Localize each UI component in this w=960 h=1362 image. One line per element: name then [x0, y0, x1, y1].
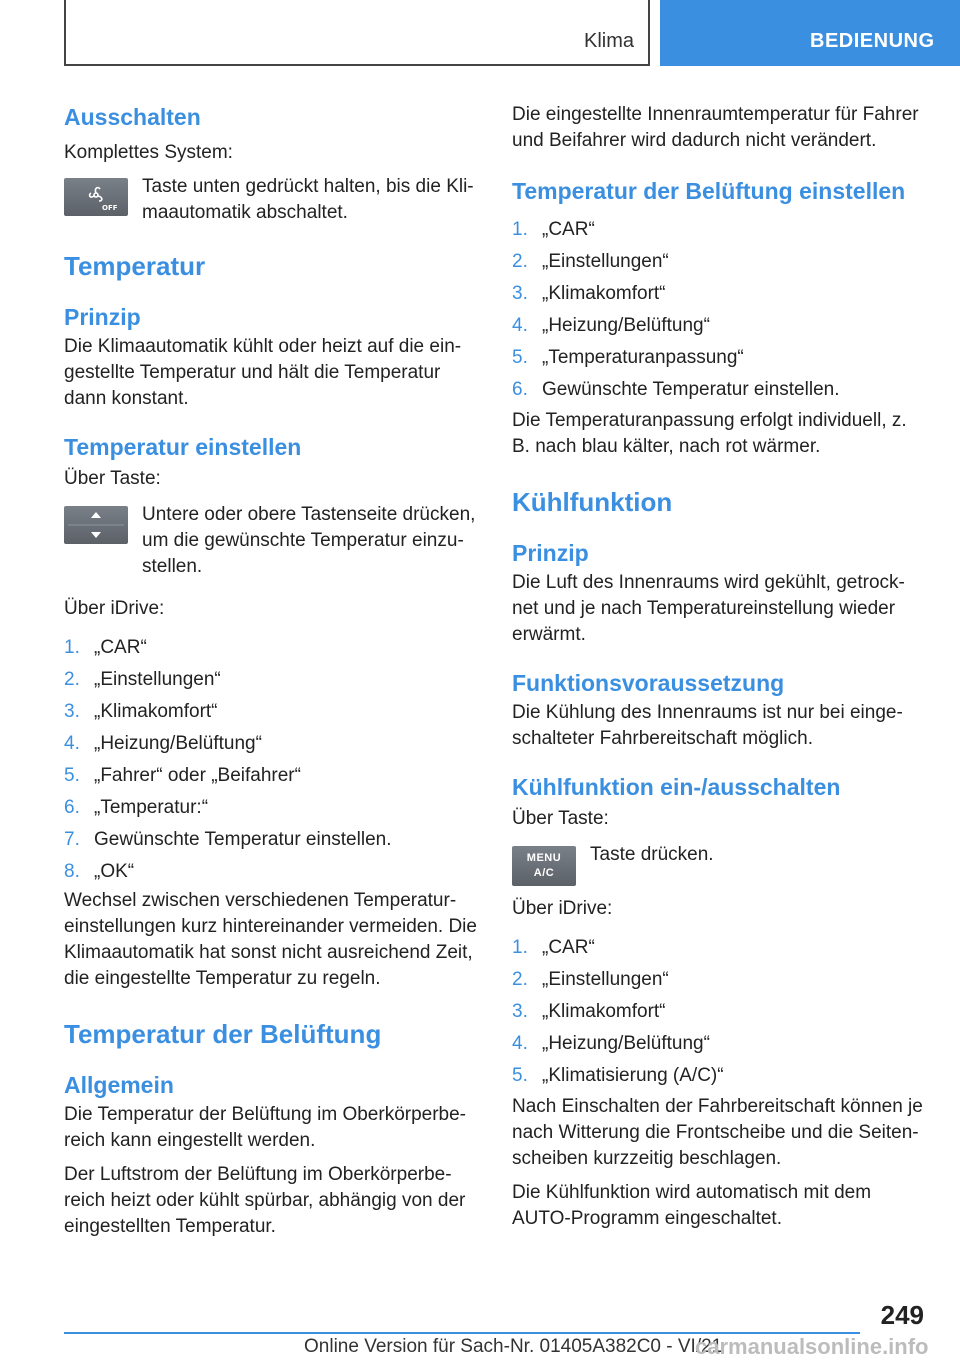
step-text: „Heizung/Belüftung“ [94, 733, 262, 754]
heading-temperatur-einstellen: Temperatur einstellen [64, 434, 302, 460]
step-number: 4. [64, 733, 80, 754]
step-text: „Klimakomfort“ [542, 1001, 666, 1022]
kuehl-steps-list [512, 932, 928, 1092]
step-number: 5. [512, 1065, 528, 1086]
list-item [64, 856, 480, 888]
footer-online-version: Online Version für Sach-Nr. 01405A382C0 - VI/21 [304, 1336, 723, 1357]
step-text: „CAR“ [542, 219, 595, 240]
list-item [64, 760, 480, 792]
step-number: 2. [512, 251, 528, 272]
menu-ac-button-icon [512, 846, 576, 886]
step-number: 8. [64, 861, 80, 882]
list-item [512, 310, 928, 342]
list-item [64, 632, 480, 664]
text-kuehl-p2: Die Kühlfunktion wird automatisch mit dem AUTO-Programm eingeschaltet. [512, 1182, 872, 1229]
list-item [64, 792, 480, 824]
step-number: 1. [512, 219, 528, 240]
menu-ac-button-row [512, 842, 928, 894]
chapter-title: Klima [583, 30, 634, 52]
step-text: „Klimakomfort“ [542, 283, 666, 304]
section-title: BEDIENUNG [810, 30, 935, 52]
step-text: „CAR“ [542, 937, 595, 958]
step-number: 4. [512, 1033, 528, 1054]
fan-off-icon [64, 178, 128, 216]
list-item [64, 664, 480, 696]
watermark: carmanualsonline.info [695, 1334, 929, 1359]
step-text: „Fahrer“ oder „Beifahrer“ [94, 765, 301, 786]
step-number: 6. [512, 379, 528, 400]
heading-kuehl-ein-aus: Kühlfunktion ein-/ausschalten [512, 774, 841, 800]
text-taste-druecken: Taste drücken. [590, 844, 714, 865]
temp-button-row [64, 502, 480, 580]
heading-kuehlfunktion: Kühlfunktion [512, 487, 673, 517]
text-continued: Die eingestellte Innenraumtemperatur für Fahrer und Beifahrer wird dadurch nicht verändert. [512, 104, 919, 151]
heading-funktionsvoraussetzung: Funktionsvoraussetzung [512, 670, 785, 696]
step-number: 7. [64, 829, 80, 850]
list-item [512, 214, 928, 246]
list-item [512, 374, 928, 406]
text-kuehl-ueber-idrive: Über iDrive: [512, 898, 613, 919]
heading-temperatur: Temperatur [64, 251, 206, 281]
step-text: „Klimatisierung (A/C)“ [542, 1065, 724, 1086]
up-down-arrows-icon [64, 506, 128, 544]
step-text: Gewünschte Temperatur einstellen. [94, 829, 392, 850]
step-text: „OK“ [94, 861, 135, 882]
step-text: „Klimakomfort“ [94, 701, 218, 722]
off-label: OFF [102, 204, 118, 212]
ac-label: A/C [533, 867, 555, 879]
step-number: 3. [64, 701, 80, 722]
step-text: „Temperatur:“ [94, 797, 209, 818]
step-text: „Temperaturanpassung“ [542, 347, 744, 368]
section-tab[interactable] [660, 0, 960, 66]
list-item [512, 278, 928, 310]
step-number: 2. [64, 669, 80, 690]
step-number: 3. [512, 1001, 528, 1022]
heading-temperatur-belueftung: Temperatur der Belüftung [64, 1019, 382, 1049]
text-kuehl-prinzip: Die Luft des Innenraums wird gekühlt, getrock-net und je nach Temperatureinstellung wieder erwärmt. [512, 572, 905, 645]
list-item [64, 728, 480, 760]
list-item [512, 1028, 928, 1060]
text-ueber-taste: Über Taste: [64, 468, 161, 489]
text-funktionsvoraussetzung: Die Kühlung des Innenraums ist nur bei einge-schalteter Fahrbereitschaft möglich. [512, 702, 903, 749]
list-item [512, 342, 928, 374]
step-number: 4. [512, 315, 528, 336]
heading-ausschalten: Ausschalten [64, 104, 201, 130]
step-number: 2. [512, 969, 528, 990]
step-number: 1. [64, 637, 80, 658]
text-wechsel-note: Wechsel zwischen verschiedenen Temperatur-einstellungen kurz hintereinander vermeiden. Die Klimaautomatik hat sonst nicht ausreichend Zeit, die eingestellte Temperatur zu regeln. [64, 890, 477, 989]
heading-allgemein: Allgemein [64, 1072, 174, 1098]
text-ueber-idrive: Über iDrive: [64, 598, 165, 619]
list-item [64, 696, 480, 728]
heading-belueftung-einstellen: Temperatur der Belüftung einstellen [512, 178, 906, 204]
step-number: 3. [512, 283, 528, 304]
step-text: „Heizung/Belüftung“ [542, 315, 710, 336]
step-number: 5. [64, 765, 80, 786]
step-text: Gewünschte Temperatur einstellen. [542, 379, 840, 400]
list-item [512, 932, 928, 964]
step-text: „Einstellungen“ [542, 251, 669, 272]
text-komplettes-system: Komplettes System: [64, 142, 233, 163]
step-text: „Einstellungen“ [542, 969, 669, 990]
step-text: „Einstellungen“ [94, 669, 221, 690]
list-item [512, 996, 928, 1028]
text-belueftung-note: Die Temperaturanpassung erfolgt individuell, z. B. nach blau kälter, nach rot wärmer. [512, 410, 907, 457]
idrive-steps-list [64, 632, 480, 888]
menu-label: MENU [526, 852, 562, 864]
list-item [512, 246, 928, 278]
page-number: 249 [880, 1300, 924, 1330]
text-belueftung-p2: Der Luftstrom der Belüftung im Oberkörperbe-reich heizt oder kühlt spürbar, abhängig von der eingestellten Temperatur. [64, 1164, 466, 1237]
text-kuehl-p1: Nach Einschalten der Fahrbereitschaft können je nach Witterung die Frontscheibe und die Seiten-scheiben kurzzeitig beschlagen. [512, 1096, 923, 1169]
off-button-row [64, 174, 480, 226]
text-off-instruction: Taste unten gedrückt halten, bis die Kli-maautomatik abschaltet. [142, 176, 474, 223]
step-number: 5. [512, 347, 528, 368]
text-prinzip: Die Klimaautomatik kühlt oder heizt auf die ein-gestellte Temperatur und hält die Temperatur dann konstant. [64, 336, 462, 409]
step-number: 1. [512, 937, 528, 958]
list-item [512, 964, 928, 996]
temp-instruction-span: Untere oder obere Tastenseite drücken, um die gewünschte Temperatur einzu-stellen. [142, 504, 476, 577]
right-column [512, 100, 928, 1232]
text-belueftung-p1: Die Temperatur der Belüftung im Oberkörperbe-reich kann eingestellt werden. [64, 1104, 467, 1151]
text-kuehl-ueber-taste: Über Taste: [512, 808, 609, 829]
left-column [64, 100, 480, 1240]
step-text: „CAR“ [94, 637, 147, 658]
list-item [512, 1060, 928, 1092]
header-chapter-box [64, 0, 650, 66]
step-text: „Heizung/Belüftung“ [542, 1033, 710, 1054]
heading-prinzip: Prinzip [64, 304, 141, 330]
heading-kuehl-prinzip: Prinzip [512, 540, 589, 566]
step-number: 6. [64, 797, 80, 818]
list-item [64, 824, 480, 856]
belueftung-steps-list [512, 214, 928, 406]
